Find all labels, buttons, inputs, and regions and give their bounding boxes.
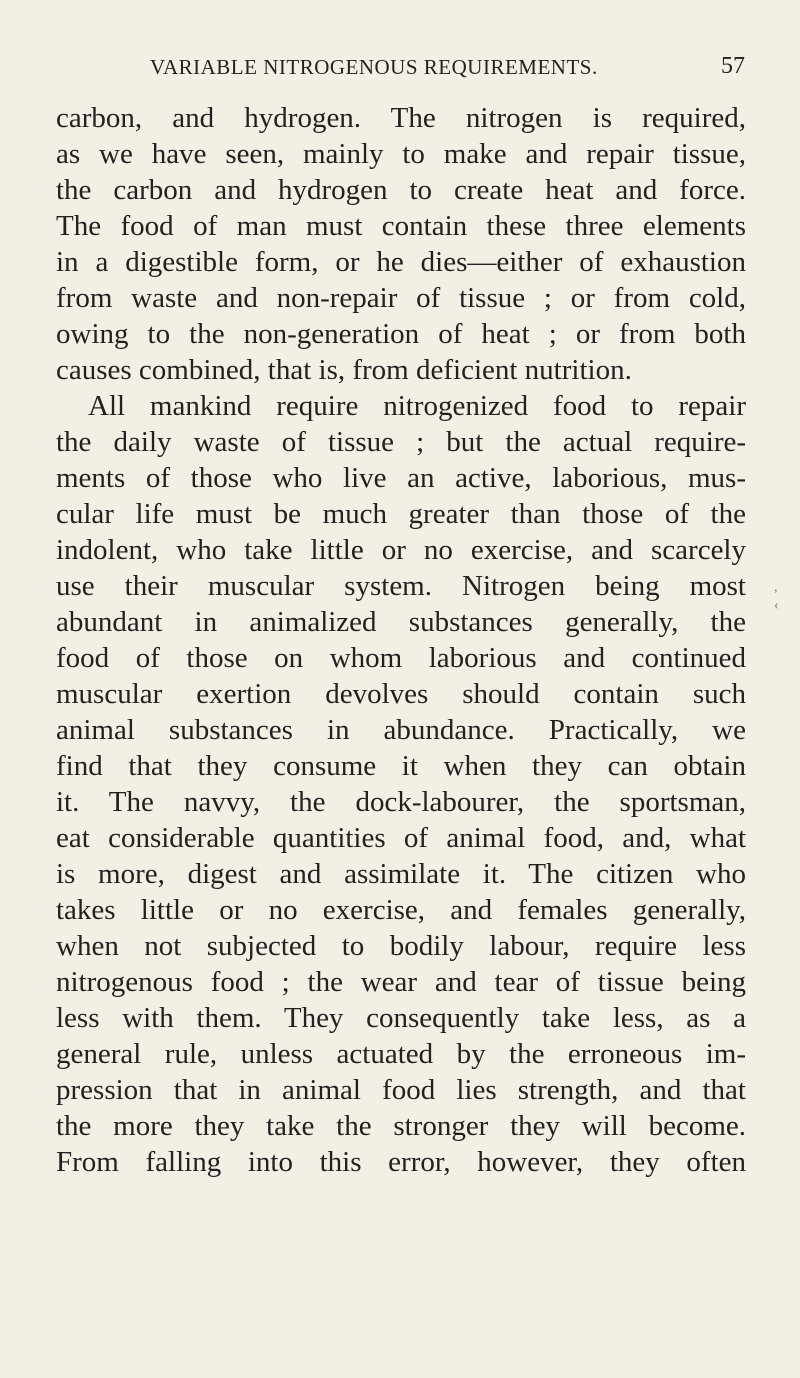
text-line: indolent, who take little or no exercise, and scarcely	[56, 534, 746, 566]
text-line: The food of man must contain these three elements	[56, 210, 746, 242]
text-line: causes combined, that is, from deficient nutrition.	[56, 354, 632, 386]
text-line: is more, digest and assimilate it. The citizen who	[56, 858, 746, 890]
text-line: All mankind require nitrogenized food to repair	[88, 390, 746, 422]
margin-mark: ,	[774, 580, 778, 595]
text-line: less with them. They consequently take less, as a	[56, 1002, 746, 1034]
text-line: muscular exertion devolves should contain such	[56, 678, 746, 710]
text-line: abundant in animalized substances generally, the	[56, 606, 746, 638]
margin-mark: ‹	[774, 598, 779, 613]
text-line: it. The navvy, the dock-labourer, the sportsman,	[56, 786, 746, 818]
text-line: from waste and non-repair of tissue ; or from cold,	[56, 282, 746, 314]
text-line: the more they take the stronger they will become.	[56, 1110, 746, 1142]
text-line: the daily waste of tissue ; but the actual require-	[56, 426, 746, 458]
text-line: eat considerable quantities of animal food, and, what	[56, 822, 746, 854]
text-line: when not subjected to bodily labour, require less	[56, 930, 746, 962]
text-line: cular life must be much greater than those of the	[56, 498, 746, 530]
text-line: pression that in animal food lies strength, and that	[56, 1074, 746, 1106]
text-line: nitrogenous food ; the wear and tear of tissue being	[56, 966, 746, 998]
text-line: ments of those who live an active, laborious, mus-	[56, 462, 746, 494]
text-line: food of those on whom laborious and continued	[56, 642, 746, 674]
body-text	[56, 100, 746, 1180]
text-line: owing to the non-generation of heat ; or from both	[56, 318, 746, 350]
text-line: use their muscular system. Nitrogen being most	[56, 570, 746, 602]
text-line: general rule, unless actuated by the erroneous im-	[56, 1038, 746, 1070]
page-header	[40, 55, 745, 85]
text-line: animal substances in abundance. Practically, we	[56, 714, 746, 746]
text-line: find that they consume it when they can obtain	[56, 750, 746, 782]
text-line: the carbon and hydrogen to create heat and force.	[56, 174, 746, 206]
running-head: VARIABLE NITROGENOUS REQUIREMENTS.	[150, 55, 598, 79]
page-number: 57	[721, 53, 745, 79]
text-line: From falling into this error, however, they often	[56, 1146, 746, 1178]
text-line: as we have seen, mainly to make and repair tissue,	[56, 138, 746, 170]
text-line: takes little or no exercise, and females generally,	[56, 894, 746, 926]
text-line: in a digestible form, or he dies—either of exhaustion	[56, 246, 746, 278]
text-line: carbon, and hydrogen. The nitrogen is required,	[56, 102, 746, 134]
